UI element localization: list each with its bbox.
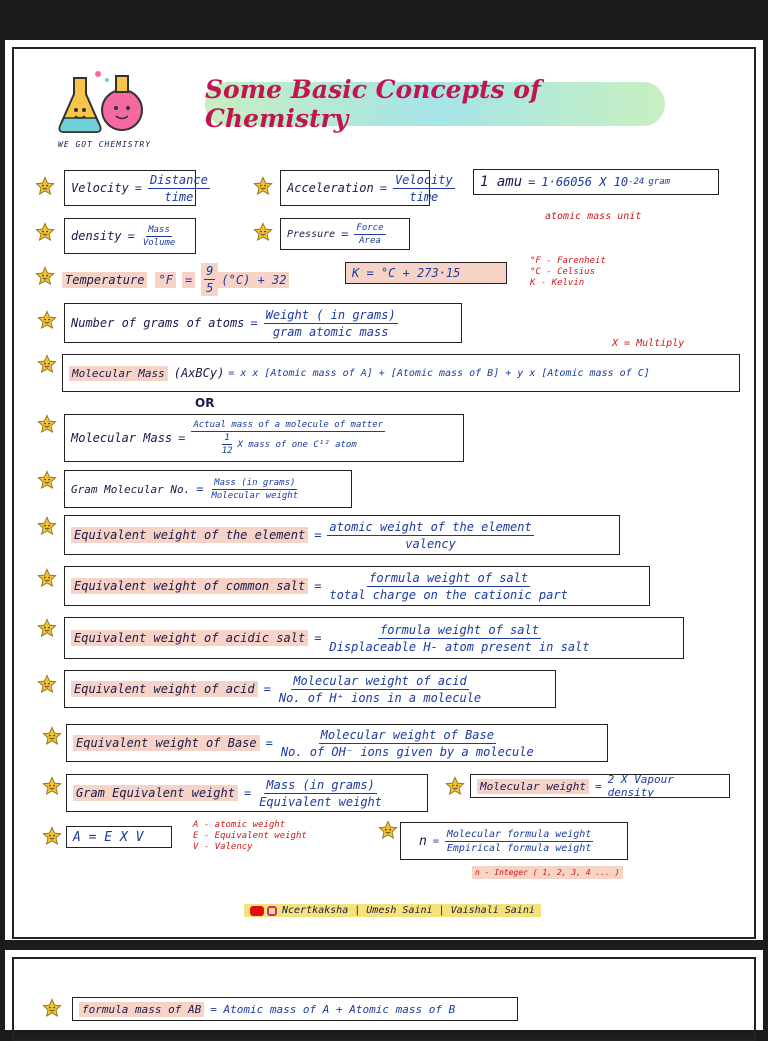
gram-molecular-no-formula: Gram Molecular No. = $\frac{\text{Mass (in grams)}}{\text{Molecular weight}}$ [64, 470, 352, 508]
star-icon [37, 568, 57, 588]
mol-wt-vapour-rhs: 2 X Vapour density [607, 773, 674, 799]
grams-of-atoms-numerator: Weight ( in grams) [265, 307, 396, 322]
star-icon [37, 354, 57, 374]
eq-wt-salt-denominator: total charge on the cationic part [329, 587, 568, 602]
star-icon [37, 414, 57, 434]
logo-caption: WE GOT CHEMISTRY [58, 140, 152, 149]
density-label: density [71, 229, 122, 243]
amu-note: atomic mass unit [545, 211, 642, 222]
star-icon [42, 998, 62, 1018]
legend-farenheit: °F - Farenheit [530, 256, 606, 266]
formula-mass-label: formula mass of AB [79, 1002, 204, 1017]
temperature-label: Temperature [62, 272, 147, 288]
molecular-mass-2-denominator [218, 432, 359, 456]
eq-wt-acidic-salt-denominator: Displaceable H- atom present in salt [329, 639, 590, 654]
legend-equivalent-weight: E - Equivalent weight [193, 831, 307, 841]
gram-molecular-no-numerator: Mass (in grams) [214, 477, 296, 488]
eq-wt-salt-formula: Equivalent weight of common salt = $\frac{\text{formula weight of salt}}{\text{total charge on the cationic part}}$ [64, 566, 650, 606]
kelvin-formula: K = °C + 273·15 [345, 262, 507, 284]
pressure-denominator: Area [359, 235, 381, 246]
amu-value: 1·66056 X 10 [541, 175, 629, 189]
molecular-mass-label-1: Molecular Mass [69, 366, 168, 381]
gram-molecular-no-denominator: Molecular weight [211, 490, 299, 501]
star-icon [42, 726, 62, 746]
star-icon [35, 222, 55, 242]
eq-wt-acidic-salt-label: Equivalent weight of acidic salt [71, 630, 308, 646]
molecular-mass-2-numerator: Actual mass of a molecule of matter [193, 420, 384, 430]
page-title: Some Basic Concepts of Chemistry [205, 82, 665, 126]
star-icon [37, 310, 57, 330]
or-text: OR [195, 396, 215, 410]
instagram-icon [267, 906, 277, 916]
amu-exponent: -24 [628, 177, 645, 187]
amu-unit: gram [648, 177, 671, 187]
legend-kelvin: K - Kelvin [530, 278, 585, 288]
eq-wt-element-label: Equivalent weight of the element [71, 527, 308, 543]
star-icon [37, 470, 57, 490]
star-icon [42, 776, 62, 796]
legend-valency: V - Valency [193, 842, 253, 852]
acceleration-denominator: time [409, 189, 439, 204]
mol-wt-vapour-label: Molecular weight [477, 779, 589, 794]
eq-wt-acidic-salt-formula: Equivalent weight of acidic salt = $\frac{\text{formula weight of salt}}{\text{Displaceable H- atom present in salt}}$ [64, 617, 684, 659]
molecular-mass-label-2: Molecular Mass [71, 431, 173, 445]
flask-logo-icon [52, 68, 152, 138]
eq-wt-element-denominator: valency [405, 536, 456, 551]
eq-wt-salt-label: Equivalent weight of common salt [71, 578, 308, 594]
velocity-numerator: Distance [150, 172, 208, 187]
density-denominator: Volume [142, 237, 176, 248]
n-numerator: Molecular formula weight [446, 828, 592, 840]
star-icon [445, 776, 465, 796]
pressure-label: Pressure [287, 228, 336, 240]
eq-wt-element-numerator: atomic weight of the element [329, 519, 532, 534]
eq-wt-acidic-salt-numerator: formula weight of salt [379, 622, 539, 637]
acceleration-numerator: Velocity [394, 172, 453, 187]
eq-wt-base-denominator: No. of OH⁻ ions given by a molecule [280, 744, 534, 759]
velocity-denominator: time [164, 189, 194, 204]
legend-celsius: °C - Celsius [530, 267, 596, 277]
density-numerator: Mass [148, 224, 170, 235]
acceleration-label: Acceleration [287, 181, 374, 195]
aev-legend [193, 820, 307, 853]
grams-of-atoms-formula: Number of grams of atoms = $\frac{\text{Weight ( in grams)}}{\text{gram atomic mass}}$ [64, 303, 462, 343]
formula-mass-formula [72, 997, 518, 1021]
amu-label: 1 amu [480, 174, 523, 190]
n-note: n - Integer ( 1, 2, 3, 4 ... ) [472, 866, 623, 879]
temperature-legend [530, 256, 606, 289]
eq-wt-salt-numerator: formula weight of salt [369, 570, 529, 585]
star-icon [42, 826, 62, 846]
star-icon [378, 820, 398, 840]
eq-wt-element-formula: Equivalent weight of the element = $\frac{\text{atomic weight of the element}}{\text{valency}}$ [64, 515, 620, 555]
molecular-mass-rhs: = x x [Atomic mass of A] + [Atomic mass of B] + y x [Atomic mass of C] [228, 367, 650, 379]
n-formula: n = $\frac{\text{Molecular formula weight}}{\text{Empirical formula weight}}$ [400, 822, 628, 860]
pressure-numerator: Force [356, 222, 384, 233]
temperature-numerator: 9 [206, 264, 214, 278]
eq-wt-acid-label: Equivalent weight of acid [71, 681, 258, 697]
youtube-icon [250, 906, 264, 916]
pressure-formula: Pressure = $\frac{\text{Force}}{\text{Area}}$ [280, 218, 410, 250]
eq-wt-base-numerator: Molecular weight of Base [320, 727, 494, 742]
star-icon [37, 618, 57, 638]
temperature-lhs: °F [155, 272, 175, 288]
gram-eq-wt-denominator: Equivalent weight [259, 794, 383, 809]
legend-atomic-weight: A - atomic weight [193, 820, 286, 830]
eq-wt-acid-formula: Equivalent weight of acid = $\frac{\text{Molecular weight of acid}}{\text{No. of H⁺ ions in a molecule}}$ [64, 670, 556, 708]
molecular-mass-formula-1 [62, 354, 740, 392]
molecular-mass-2-den-text: X mass of one C¹² atom [237, 439, 357, 450]
gram-eq-wt-label: Gram Equivalent weight [73, 785, 238, 801]
aev-formula: A = E X V [66, 826, 172, 848]
eq-wt-acid-denominator: No. of H⁺ ions in a molecule [278, 690, 482, 705]
twelfth-denominator: 12 [221, 446, 233, 456]
velocity-label: Velocity [71, 181, 129, 195]
multiply-note: X = Multiply [612, 338, 685, 349]
twelfth-numerator: 1 [224, 433, 230, 443]
formula-mass-rhs: = Atomic mass of A + Atomic mass of B [210, 1002, 456, 1016]
eq-wt-base-label: Equivalent weight of Base [73, 735, 260, 751]
footer-credit-text: Ncertkaksha | Umesh Saini | Vaishali Saini [282, 905, 535, 916]
star-icon [35, 176, 55, 196]
star-icon [35, 266, 55, 286]
n-label: n [419, 833, 427, 849]
gram-eq-wt-formula: Gram Equivalent weight = $\frac{\text{Mass (in grams)}}{\text{Equivalent weight}}$ [66, 774, 428, 812]
velocity-formula: Velocity = $\frac{\text{Distance}}{\text{time}}$ [64, 170, 196, 206]
eq-wt-acid-numerator: Molecular weight of acid [293, 673, 467, 688]
gram-molecular-no-label: Gram Molecular No. [71, 482, 191, 496]
gram-eq-wt-numerator: Mass (in grams) [266, 777, 375, 792]
star-icon [37, 516, 57, 536]
amu-formula: 1 amu = 1·66056 X 10 -24 gram [473, 169, 719, 195]
density-formula: density = $\frac{\text{Mass}}{\text{Volume}}$ [64, 218, 196, 254]
acceleration-formula: Acceleration = $\frac{\text{Velocity}}{\text{time}}$ [280, 170, 430, 206]
temperature-denominator: 5 [206, 281, 214, 295]
star-icon [37, 674, 57, 694]
mol-wt-vapour-formula: Molecular weight = 2 X Vapour density [470, 774, 730, 798]
grams-of-atoms-label: Number of grams of atoms [71, 316, 245, 330]
grams-of-atoms-denominator: gram atomic mass [272, 324, 389, 339]
temperature-rest: (°C) + 32 [218, 272, 289, 288]
temperature-formula: Temperature °F = $\frac{9}{5}$ (°C) + 32 [62, 263, 289, 296]
molecular-mass-compound: (AxBCy) [173, 366, 225, 380]
molecular-mass-formula-2: Molecular Mass = Actual mass of a molecule of matter $\frac{1}{12}$ X mass of one C¹² atom [64, 414, 464, 462]
star-icon [253, 176, 273, 196]
footer-credit [244, 904, 541, 917]
star-icon [253, 222, 273, 242]
eq-wt-base-formula: Equivalent weight of Base = $\frac{\text{Molecular weight of Base}}{\text{No. of OH⁻ ions given by a molecule}}$ [66, 724, 608, 762]
n-denominator: Empirical formula weight [446, 842, 592, 854]
